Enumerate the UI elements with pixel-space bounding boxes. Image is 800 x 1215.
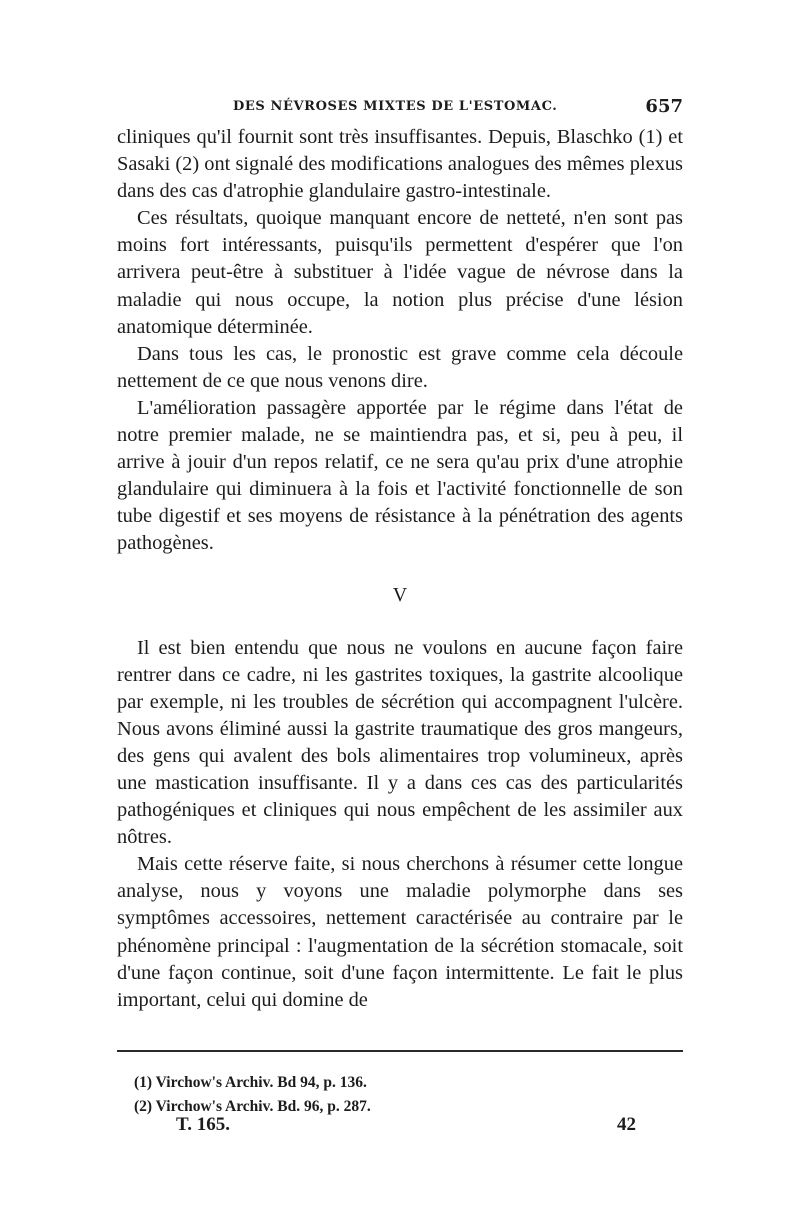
footnote-divider [117,1050,683,1052]
footnote-1: (1) Virchow's Archiv. Bd 94, p. 136. [134,1074,367,1091]
paragraph: Mais cette réserve faite, si nous cherchons à résumer cette longue analyse, nous y voyons une maladie polymorphe dans ses symptômes accessoires, nettement caractérisée au contraire par le phénomène principal : l'augmentation de la sécrétion stomacale, soit d'une façon continue, soit d'une façon intermittente. Le fait le plus important, celui qui domine de [117,853,683,1011]
paragraph: L'amélioration passagère apportée par le régime dans l'état de notre premier malade, ne se maintiendra pas, et si, peu à peu, il arrive à jouir d'un repos relatif, ce ne sera qu'au prix d'une atrophie glandulaire qui diminuera à la fois et l'activité fonctionnelle de son tube digestif et ses moyens de résistance à la pénétration des agents pathogènes. [117,396,683,555]
sheet-number: 42 [617,1114,636,1135]
footnote-2: (2) Virchow's Archiv. Bd. 96, p. 287. [134,1098,371,1115]
running-head: DES NÉVROSES MIXTES DE L'ESTOMAC. [233,99,558,114]
page-header [117,96,683,120]
paragraph-continued: cliniques qu'il fournit sont très insuffisantes. Depuis, Blaschko (1) et Sasaki (2) ont signalé des modifications analogues des mêmes plexus dans des cas d'atrophie glandulaire gastro-intestinale. [117,126,683,203]
page-number: 657 [645,96,683,117]
paragraph: Dans tous les cas, le pronostic est grave comme cela découle nettement de ce que nous venons dire. [117,342,683,392]
paragraph: Ces résultats, quoique manquant encore de netteté, n'en sont pas moins fort intéressants, puisqu'ils permettent d'espérer que l'on arrivera peut-être à substituer à l'idée vague de névrose dans la maladie qui nous occupe, la notion plus précise d'une lésion anatomique déterminée. [117,207,683,338]
main-text [117,124,683,1014]
section-heading: V [392,583,408,606]
footnotes [134,1071,371,1119]
signature-mark: T. 165. [176,1114,231,1135]
paragraph: Il est bien entendu que nous ne voulons en aucune façon faire rentrer dans ce cadre, ni les gastrites toxiques, la gastrite alcoolique par exemple, ni les troubles de sécrétion qui accompagnent l'ulcère. Nous avons éliminé aussi la gastrite traumatique des gros mangeurs, des gens qui avalent des bols alimentaires trop volumineux, après une mastication insuffisante. Il y a dans ces cas des particularités pathogéniques et cliniques qui nous empêchent de les assimiler aux nôtres. [117,636,683,849]
